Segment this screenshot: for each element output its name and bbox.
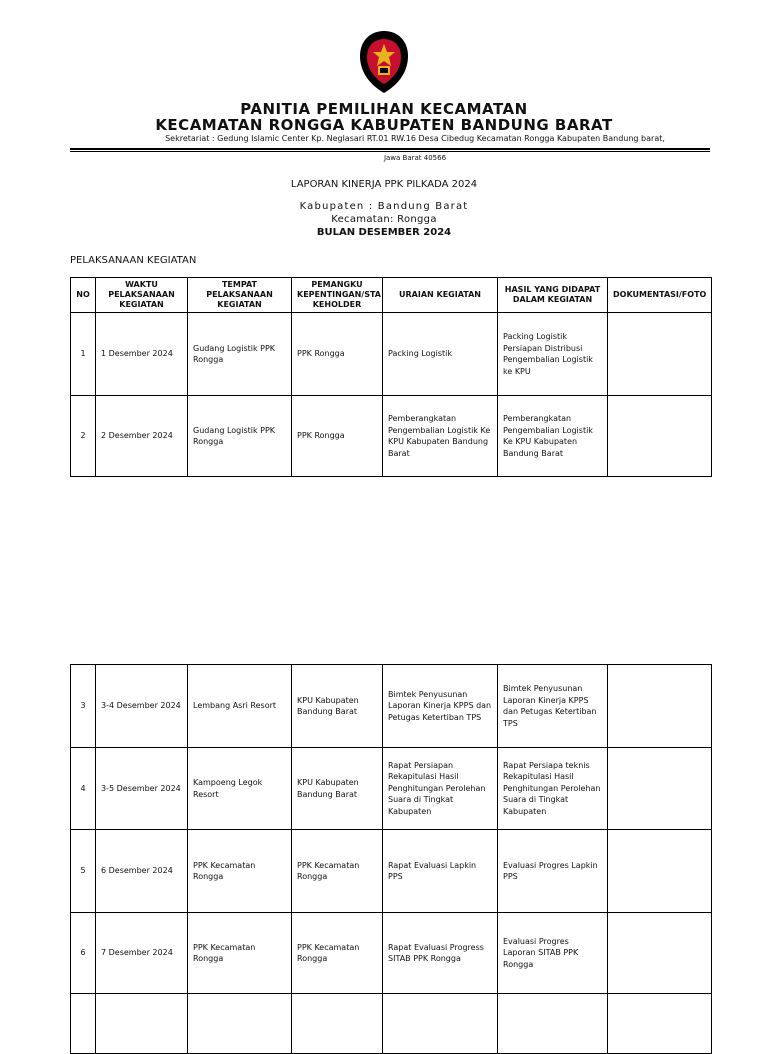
- cell-uraian: Rapat Persiapan Rekapitulasi Hasil Penghitungan Perolehan Suara di Tingkat Kabupaten: [383, 748, 498, 830]
- cell-no: 2: [71, 396, 96, 477]
- table-row: [71, 913, 712, 994]
- cell-pemangku: PPK Rongga: [292, 313, 383, 396]
- cell-dokumentasi: [608, 913, 712, 994]
- cell-pemangku: KPU Kabupaten Bandung Barat: [292, 665, 383, 748]
- activity-table: [70, 277, 712, 477]
- cell-tempat: Lembang Asri Resort: [188, 665, 292, 748]
- report-title: LAPORAN KINERJA PPK PILKADA 2024: [290, 179, 478, 190]
- cell-no: 6: [71, 913, 96, 994]
- cell-dokumentasi: [608, 748, 712, 830]
- cell-tempat: Gudang Logistik PPK Rongga: [188, 313, 292, 396]
- cell-hasil: Bimtek Penyusunan Laporan Kinerja KPPS dan Petugas Ketertiban TPS: [498, 665, 608, 748]
- cell-waktu: 3-4 Desember 2024: [96, 665, 188, 748]
- table-row: [71, 396, 712, 477]
- kabupaten-line: Kabupaten : Bandung Barat: [299, 201, 469, 212]
- col-waktu: WAKTU PELAKSANAAN KEGIATAN: [96, 278, 188, 313]
- activity-table-continued: [70, 664, 712, 1054]
- cell-pemangku: PPK Rongga: [292, 396, 383, 477]
- col-pemangku: PEMANGKU KEPENTINGAN/STA KEHOLDER: [292, 278, 383, 313]
- kecamatan-line: Kecamatan: Rongga: [331, 214, 437, 225]
- cell-dokumentasi: [608, 313, 712, 396]
- header-rule-thin: [70, 151, 710, 152]
- cell-uraian: Rapat Evaluasi Lapkin PPS: [383, 830, 498, 913]
- cell-uraian: Packing Logistik: [383, 313, 498, 396]
- address-line-1: Sekretariat : Gedung Islamic Center Kp. Neglasari RT.01 RW.16 Desa Cibedug Kecamatan Rongga Kabupaten Bandung barat,: [165, 134, 665, 143]
- col-no: NO: [71, 278, 96, 313]
- cell-uraian: Bimtek Penyusunan Laporan Kinerja KPPS dan Petugas Ketertiban TPS: [383, 665, 498, 748]
- cell-waktu: 7 Desember 2024: [96, 913, 188, 994]
- col-dokumentasi: DOKUMENTASI/FOTO: [608, 278, 712, 313]
- table-header-row: [71, 278, 712, 313]
- cell-pemangku: PPK Kecamatan Rongga: [292, 830, 383, 913]
- cell-waktu: 1 Desember 2024: [96, 313, 188, 396]
- cell-no: 5: [71, 830, 96, 913]
- cell-hasil: Pemberangkatan Pengembalian Logistik Ke KPU Kabupaten Bandung Barat: [498, 396, 608, 477]
- cell-dokumentasi: [608, 396, 712, 477]
- header-rule: [70, 148, 710, 150]
- cell-pemangku: KPU Kabupaten Bandung Barat: [292, 748, 383, 830]
- cell-no: 4: [71, 748, 96, 830]
- cell-hasil: Evaluasi Progres Laporan SITAB PPK Rongga: [498, 913, 608, 994]
- table-row: [71, 665, 712, 748]
- cell-uraian: Pemberangkatan Pengembalian Logistik Ke KPU Kabupaten Bandung Barat: [383, 396, 498, 477]
- table-row: [71, 830, 712, 913]
- cell-no: 1: [71, 313, 96, 396]
- cell-tempat: Gudang Logistik PPK Rongga: [188, 396, 292, 477]
- cell-tempat: PPK Kecamatan Rongga: [188, 830, 292, 913]
- cell-tempat: PPK Kecamatan Rongga: [188, 913, 292, 994]
- address-line-2: Jawa Barat 40566: [383, 154, 447, 162]
- cell-waktu: 3-5 Desember 2024: [96, 748, 188, 830]
- title-line-2: KECAMATAN RONGGA KABUPATEN BANDUNG BARAT: [155, 116, 613, 134]
- cell-uraian: Rapat Evaluasi Progress SITAB PPK Rongga: [383, 913, 498, 994]
- cell-no: 3: [71, 665, 96, 748]
- cell-dokumentasi: [608, 830, 712, 913]
- cell-dokumentasi: [608, 665, 712, 748]
- section-title: PELAKSANAAN KEGIATAN: [70, 255, 197, 266]
- title-line-1: PANITIA PEMILIHAN KECAMATAN: [240, 100, 528, 118]
- col-hasil: HASIL YANG DIDAPAT DALAM KEGIATAN: [498, 278, 608, 313]
- cell-hasil: Packing Logistik Persiapan Distribusi Pengembalian Logistik ke KPU: [498, 313, 608, 396]
- cell-hasil: Rapat Persiapa teknis Rekapitulasi Hasil Penghitungan Perolehan Suara di Tingkat Kabupaten: [498, 748, 608, 830]
- cell-pemangku: PPK Kecamatan Rongga: [292, 913, 383, 994]
- cell-waktu: 6 Desember 2024: [96, 830, 188, 913]
- bulan-line: BULAN DESEMBER 2024: [316, 227, 452, 238]
- col-tempat: TEMPAT PELAKSANAAN KEGIATAN: [188, 278, 292, 313]
- cell-tempat: Kampoeng Legok Resort: [188, 748, 292, 830]
- cell-hasil: Evaluasi Progres Lapkin PPS: [498, 830, 608, 913]
- table-row: [71, 748, 712, 830]
- table-row: [71, 313, 712, 396]
- cell-waktu: 2 Desember 2024: [96, 396, 188, 477]
- kpu-logo: [358, 30, 410, 94]
- col-uraian: URAIAN KEGIATAN: [383, 278, 498, 313]
